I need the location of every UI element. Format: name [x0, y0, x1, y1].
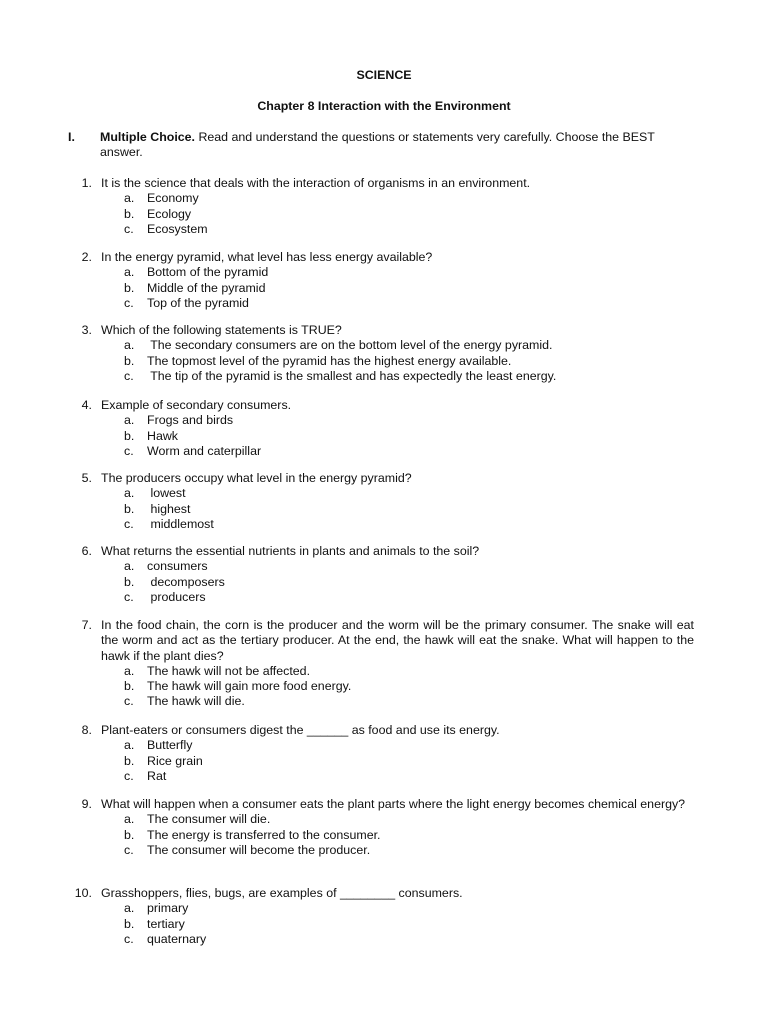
- option-text: producers: [147, 589, 206, 604]
- option-letter: c.: [124, 694, 134, 709]
- option-text: Ecosystem: [147, 221, 208, 236]
- option-letter: b.: [124, 501, 135, 516]
- question-number: 4.: [81, 398, 92, 412]
- answer-option: [70, 901, 694, 916]
- answer-option: [70, 222, 694, 237]
- answer-option: [70, 575, 694, 590]
- option-text: The hawk will gain more food energy.: [147, 679, 352, 694]
- question-number: 2.: [81, 250, 92, 264]
- option-text: Hawk: [147, 428, 178, 443]
- option-text: Middle of the pyramid: [147, 280, 266, 295]
- answer-option: [70, 812, 694, 827]
- option-letter: c.: [124, 368, 134, 383]
- answer-option: [70, 769, 694, 784]
- option-text: Frogs and birds: [147, 413, 234, 428]
- question-text: It is the science that deals with the interaction of organisms in an environment.: [101, 176, 531, 190]
- option-text: The consumer will die.: [147, 812, 271, 827]
- question-text: Plant-eaters or consumers digest the ______ as food and use its energy.: [101, 723, 500, 737]
- option-letter: b.: [124, 428, 135, 443]
- option-text: consumers: [147, 559, 208, 574]
- option-letter: c.: [124, 842, 134, 857]
- option-letter: a.: [124, 738, 135, 753]
- option-letter: a.: [124, 413, 135, 428]
- option-text: primary: [147, 901, 189, 916]
- option-letter: b.: [124, 574, 135, 589]
- section-numeral: I.: [68, 130, 75, 144]
- option-text: quaternary: [147, 931, 207, 946]
- option-letter: b.: [124, 679, 135, 694]
- question-1: [70, 176, 694, 237]
- question-number: 3.: [81, 323, 92, 337]
- answer-option: [70, 191, 694, 206]
- option-letter: a.: [124, 191, 135, 206]
- option-letter: a.: [124, 265, 135, 280]
- question-2: [70, 250, 694, 311]
- option-text: Economy: [147, 191, 199, 206]
- chapter-title: Chapter 8 Interaction with the Environment: [257, 99, 511, 113]
- instructions-body: [100, 130, 694, 161]
- option-letter: c.: [124, 295, 134, 310]
- subject-title: SCIENCE: [356, 68, 412, 82]
- answer-option: [70, 413, 694, 428]
- answer-option: [70, 590, 694, 605]
- option-text: highest: [147, 501, 191, 516]
- question-6: [70, 544, 694, 605]
- option-letter: b.: [124, 916, 135, 931]
- option-text: Top of the pyramid: [147, 295, 249, 310]
- answer-option: [70, 502, 694, 517]
- option-text: Worm and caterpillar: [147, 443, 262, 458]
- option-letter: b.: [124, 206, 135, 221]
- option-letter: c.: [124, 768, 134, 783]
- answer-option: [70, 694, 694, 709]
- instructions: [68, 130, 694, 161]
- question-text: In the energy pyramid, what level has less energy available?: [101, 250, 433, 264]
- question-number: 1.: [81, 176, 92, 190]
- option-text: The hawk will not be affected.: [147, 663, 311, 678]
- answer-option: [70, 517, 694, 532]
- question-text: In the food chain, the corn is the producer and the worm will be the primary consumer. The snake will eat the worm and act as the tertiary producer. At the end, the hawk will eat the snake. What will happen to the hawk if the plant dies?: [101, 618, 694, 663]
- option-text: lowest: [147, 486, 186, 501]
- instructions-lead: Multiple Choice.: [100, 130, 195, 144]
- option-text: The consumer will become the producer.: [147, 842, 371, 857]
- question-number: 5.: [81, 471, 92, 485]
- option-letter: c.: [124, 516, 134, 531]
- option-letter: b.: [124, 753, 135, 768]
- question-5: [70, 471, 694, 532]
- option-letter: b.: [124, 353, 135, 368]
- option-text: middlemost: [147, 516, 214, 531]
- instructions-text: Read and understand the questions or statements very carefully. Choose the BEST answer.: [100, 130, 655, 160]
- answer-option: [70, 354, 694, 369]
- answer-option: [70, 664, 694, 679]
- question-text: Which of the following statements is TRUE?: [101, 323, 342, 337]
- option-text: decomposers: [147, 574, 225, 589]
- question-number: 10.: [74, 886, 92, 900]
- answer-option: [70, 559, 694, 574]
- answer-option: [70, 207, 694, 222]
- option-text: Bottom of the pyramid: [147, 265, 269, 280]
- option-text: Rat: [147, 768, 167, 783]
- answer-option: [70, 429, 694, 444]
- option-text: Rice grain: [147, 753, 203, 768]
- question-number: 7.: [81, 618, 92, 632]
- option-letter: c.: [124, 221, 134, 236]
- question-text: What will happen when a consumer eats the plant parts where the light energy becomes chemical energy?: [101, 797, 686, 811]
- question-number: 8.: [81, 723, 92, 737]
- answer-option: [70, 843, 694, 858]
- question-text: What returns the essential nutrients in plants and animals to the soil?: [101, 544, 480, 558]
- option-letter: c.: [124, 931, 134, 946]
- question-text: The producers occupy what level in the energy pyramid?: [101, 471, 412, 485]
- option-text: The hawk will die.: [147, 694, 245, 709]
- answer-option: [70, 369, 694, 384]
- answer-option: [70, 281, 694, 296]
- answer-option: [70, 917, 694, 932]
- question-7: [70, 618, 694, 710]
- option-letter: a.: [124, 663, 135, 678]
- answer-option: [70, 265, 694, 280]
- answer-option: [70, 679, 694, 694]
- option-letter: a.: [124, 901, 135, 916]
- answer-option: [70, 338, 694, 353]
- option-letter: a.: [124, 812, 135, 827]
- question-8: [70, 723, 694, 784]
- option-text: The energy is transferred to the consumer.: [147, 827, 381, 842]
- option-letter: a.: [124, 486, 135, 501]
- question-3: [70, 323, 694, 384]
- answer-option: [70, 828, 694, 843]
- answer-option: [70, 738, 694, 753]
- question-number: 6.: [81, 544, 92, 558]
- option-text: tertiary: [147, 916, 185, 931]
- option-text: The tip of the pyramid is the smallest and has expectedly the least energy.: [147, 368, 557, 383]
- option-text: Butterfly: [147, 738, 193, 753]
- question-9: [70, 797, 694, 858]
- answer-option: [70, 754, 694, 769]
- question-10: [70, 886, 694, 947]
- option-text: The secondary consumers are on the bottom level of the energy pyramid.: [147, 338, 553, 353]
- question-text: Example of secondary consumers.: [101, 398, 292, 412]
- question-number: 9.: [81, 797, 92, 811]
- option-letter: b.: [124, 827, 135, 842]
- answer-option: [70, 486, 694, 501]
- option-letter: a.: [124, 559, 135, 574]
- option-letter: c.: [124, 443, 134, 458]
- option-text: Ecology: [147, 206, 192, 221]
- question-text: Grasshoppers, flies, bugs, are examples of ________ consumers.: [101, 886, 463, 900]
- option-text: The topmost level of the pyramid has the highest energy available.: [147, 353, 512, 368]
- question-4: [70, 398, 694, 459]
- answer-option: [70, 296, 694, 311]
- answer-option: [70, 444, 694, 459]
- option-letter: a.: [124, 338, 135, 353]
- answer-option: [70, 932, 694, 947]
- option-letter: b.: [124, 280, 135, 295]
- option-letter: c.: [124, 589, 134, 604]
